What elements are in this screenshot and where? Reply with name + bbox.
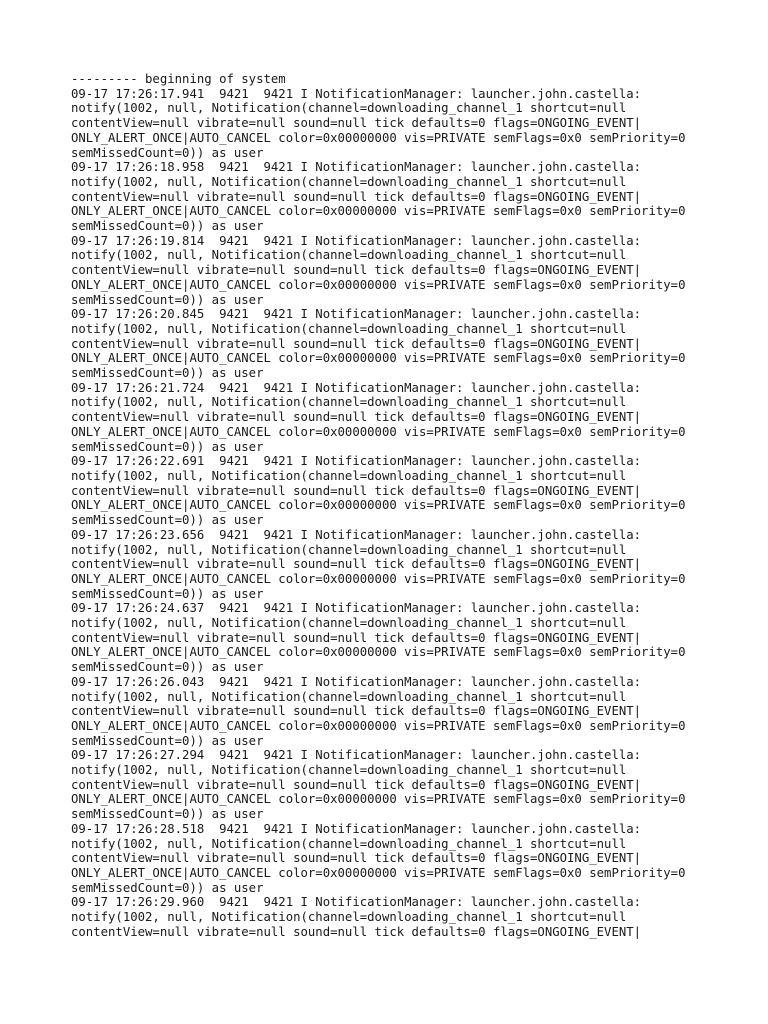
log-line: semMissedCount=0)) as user — [71, 439, 264, 454]
log-line: 09-17 17:26:27.294 9421 9421 I NotificationManager: launcher.john.castella: — [71, 748, 642, 763]
log-line: contentView=null vibrate=null sound=null tick defaults=0 flags=ONGOING_EVENT| — [71, 483, 642, 498]
log-line: ONLY_ALERT_ONCE|AUTO_CANCEL color=0x00000000 vis=PRIVATE semFlags=0x0 semPriority=0 — [71, 645, 686, 660]
log-line: semMissedCount=0)) as user — [71, 366, 264, 381]
log-line: semMissedCount=0)) as user — [71, 219, 264, 234]
log-line: contentView=null vibrate=null sound=null tick defaults=0 flags=ONGOING_EVENT| — [71, 924, 642, 939]
log-line: semMissedCount=0)) as user — [71, 145, 264, 160]
log-line: ONLY_ALERT_ONCE|AUTO_CANCEL color=0x00000000 vis=PRIVATE semFlags=0x0 semPriority=0 — [71, 498, 686, 513]
log-document — [71, 72, 731, 939]
log-line: notify(1002, null, Notification(channel=downloading_channel_1 shortcut=null — [71, 542, 627, 557]
log-line: semMissedCount=0)) as user — [71, 660, 264, 675]
log-line: ONLY_ALERT_ONCE|AUTO_CANCEL color=0x00000000 vis=PRIVATE semFlags=0x0 semPriority=0 — [71, 277, 686, 292]
log-line: contentView=null vibrate=null sound=null tick defaults=0 flags=ONGOING_EVENT| — [71, 336, 642, 351]
log-line: ONLY_ALERT_ONCE|AUTO_CANCEL color=0x00000000 vis=PRIVATE semFlags=0x0 semPriority=0 — [71, 424, 686, 439]
log-line: ONLY_ALERT_ONCE|AUTO_CANCEL color=0x00000000 vis=PRIVATE semFlags=0x0 semPriority=0 — [71, 204, 686, 219]
log-line: ONLY_ALERT_ONCE|AUTO_CANCEL color=0x00000000 vis=PRIVATE semFlags=0x0 semPriority=0 — [71, 571, 686, 586]
log-line: notify(1002, null, Notification(channel=downloading_channel_1 shortcut=null — [71, 836, 627, 851]
log-body — [71, 72, 731, 939]
log-line: notify(1002, null, Notification(channel=downloading_channel_1 shortcut=null — [71, 910, 627, 925]
log-line: contentView=null vibrate=null sound=null tick defaults=0 flags=ONGOING_EVENT| — [71, 557, 642, 572]
log-line: contentView=null vibrate=null sound=null tick defaults=0 flags=ONGOING_EVENT| — [71, 116, 642, 131]
log-line: contentView=null vibrate=null sound=null tick defaults=0 flags=ONGOING_EVENT| — [71, 410, 642, 425]
log-line: --------- beginning of system — [71, 72, 286, 86]
log-line: 09-17 17:26:18.958 9421 9421 I NotificationManager: launcher.john.castella: — [71, 160, 642, 175]
log-line: notify(1002, null, Notification(channel=downloading_channel_1 shortcut=null — [71, 763, 627, 778]
log-line: contentView=null vibrate=null sound=null tick defaults=0 flags=ONGOING_EVENT| — [71, 777, 642, 792]
log-line: 09-17 17:26:20.845 9421 9421 I NotificationManager: launcher.john.castella: — [71, 307, 642, 322]
log-line: ONLY_ALERT_ONCE|AUTO_CANCEL color=0x00000000 vis=PRIVATE semFlags=0x0 semPriority=0 — [71, 351, 686, 366]
log-line: semMissedCount=0)) as user — [71, 733, 264, 748]
log-line: contentView=null vibrate=null sound=null tick defaults=0 flags=ONGOING_EVENT| — [71, 263, 642, 278]
log-line: contentView=null vibrate=null sound=null tick defaults=0 flags=ONGOING_EVENT| — [71, 704, 642, 719]
log-line: contentView=null vibrate=null sound=null tick defaults=0 flags=ONGOING_EVENT| — [71, 189, 642, 204]
log-line: ONLY_ALERT_ONCE|AUTO_CANCEL color=0x00000000 vis=PRIVATE semFlags=0x0 semPriority=0 — [71, 865, 686, 880]
log-line: 09-17 17:26:21.724 9421 9421 I NotificationManager: launcher.john.castella: — [71, 380, 642, 395]
log-line: 09-17 17:26:24.637 9421 9421 I NotificationManager: launcher.john.castella: — [71, 601, 642, 616]
log-line: ONLY_ALERT_ONCE|AUTO_CANCEL color=0x00000000 vis=PRIVATE semFlags=0x0 semPriority=0 — [71, 718, 686, 733]
log-line: contentView=null vibrate=null sound=null tick defaults=0 flags=ONGOING_EVENT| — [71, 630, 642, 645]
log-line: notify(1002, null, Notification(channel=downloading_channel_1 shortcut=null — [71, 174, 627, 189]
log-line: ONLY_ALERT_ONCE|AUTO_CANCEL color=0x00000000 vis=PRIVATE semFlags=0x0 semPriority=0 — [71, 792, 686, 807]
log-line: notify(1002, null, Notification(channel=downloading_channel_1 shortcut=null — [71, 248, 627, 263]
log-line: notify(1002, null, Notification(channel=downloading_channel_1 shortcut=null — [71, 616, 627, 631]
log-line: 09-17 17:26:28.518 9421 9421 I NotificationManager: launcher.john.castella: — [71, 821, 642, 836]
log-line: notify(1002, null, Notification(channel=downloading_channel_1 shortcut=null — [71, 689, 627, 704]
log-line: contentView=null vibrate=null sound=null tick defaults=0 flags=ONGOING_EVENT| — [71, 851, 642, 866]
log-line: 09-17 17:26:19.814 9421 9421 I NotificationManager: launcher.john.castella: — [71, 233, 642, 248]
log-line: 09-17 17:26:17.941 9421 9421 I NotificationManager: launcher.john.castella: — [71, 86, 642, 101]
log-line: 09-17 17:26:23.656 9421 9421 I NotificationManager: launcher.john.castella: — [71, 527, 642, 542]
log-line: semMissedCount=0)) as user — [71, 880, 264, 895]
log-line: semMissedCount=0)) as user — [71, 513, 264, 528]
log-line: notify(1002, null, Notification(channel=downloading_channel_1 shortcut=null — [71, 321, 627, 336]
log-line: semMissedCount=0)) as user — [71, 586, 264, 601]
log-line: semMissedCount=0)) as user — [71, 292, 264, 307]
log-line: notify(1002, null, Notification(channel=downloading_channel_1 shortcut=null — [71, 468, 627, 483]
log-line: 09-17 17:26:29.960 9421 9421 I NotificationManager: launcher.john.castella: — [71, 895, 642, 910]
log-line: 09-17 17:26:26.043 9421 9421 I NotificationManager: launcher.john.castella: — [71, 674, 642, 689]
log-line: semMissedCount=0)) as user — [71, 807, 264, 822]
log-line: notify(1002, null, Notification(channel=downloading_channel_1 shortcut=null — [71, 101, 627, 116]
log-line: 09-17 17:26:22.691 9421 9421 I NotificationManager: launcher.john.castella: — [71, 454, 642, 469]
log-line: ONLY_ALERT_ONCE|AUTO_CANCEL color=0x00000000 vis=PRIVATE semFlags=0x0 semPriority=0 — [71, 130, 686, 145]
log-line: notify(1002, null, Notification(channel=downloading_channel_1 shortcut=null — [71, 395, 627, 410]
